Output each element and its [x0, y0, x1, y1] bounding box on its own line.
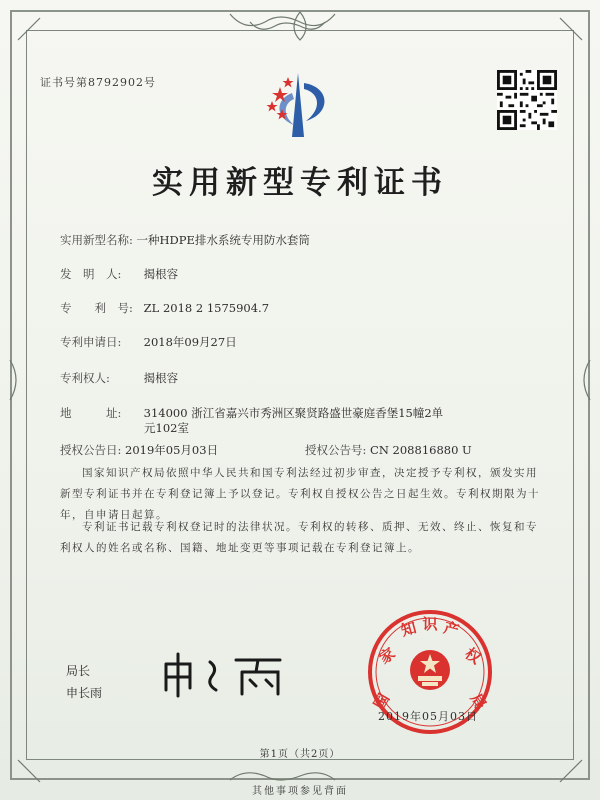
seal-char-3: 知 [399, 618, 419, 640]
field-address [60, 405, 443, 421]
field-label: 授权公告日: [60, 443, 122, 457]
seal-char-4: 识 [422, 615, 438, 633]
field-value: 一种HDPE排水系统专用防水套筒 [136, 233, 310, 247]
field-application-date [60, 334, 237, 350]
field-patent-number [60, 300, 269, 316]
seal-char-2: 家 [375, 644, 399, 668]
certificate-title: 实用新型专利证书 [152, 165, 448, 201]
patent-office-emblem-icon [258, 65, 338, 145]
field-value: 元102室 [144, 421, 189, 435]
director-signature [160, 650, 310, 700]
seal-char-7: 局 [466, 690, 490, 713]
body-paragraph-2: 专利证书记载专利权登记时的法律状况。专利权的转移、质押、无效、终止、恢复和专利权人的姓名或名称、国籍、地址变更等事项记载在专利登记簿上。 [60, 521, 538, 554]
seal-date: 2019年05月03日 [378, 710, 478, 723]
field-value: 2019年05月03日 [125, 443, 219, 457]
field-value: CN 208816880 U [370, 443, 472, 457]
field-value: 揭根容 [143, 371, 179, 385]
field-value: 揭根容 [143, 267, 179, 281]
field-label: 实用新型名称: [60, 233, 133, 247]
field-label: 专利申请日: [60, 335, 122, 349]
field-value: ZL 2018 2 1575904.7 [143, 301, 270, 315]
seal-char-6: 权 [461, 644, 485, 668]
director-name: 申长雨 [66, 686, 103, 700]
field-label: 专利权人: [60, 371, 110, 385]
field-label: 地 址: [60, 406, 122, 420]
page-number: 第1页（共2页） [259, 749, 341, 760]
field-label: 发 明 人: [60, 267, 122, 281]
national-emblem-icon [410, 650, 450, 690]
field-value: 314000 浙江省嘉兴市秀洲区聚贤路盛世豪庭香堡15幢2单 [143, 406, 444, 420]
field-grant-number [305, 442, 472, 458]
seal-char-1: 国 [370, 690, 394, 713]
field-patentee [60, 370, 178, 386]
seal-char-5: 产 [441, 618, 461, 640]
director-title: 局长 [66, 664, 91, 678]
field-inventor [60, 266, 178, 282]
field-label: 专 利 号: [60, 301, 133, 315]
field-address-line2 [144, 420, 189, 436]
body-paragraph-1: 国家知识产权局依照中华人民共和国专利法经过初步审查，决定授予专利权，颁发实用新型专利证书并在专利登记簿上予以登记。专利权自授权公告之日起生效。专利权期限为十年，自申请日起算。 [60, 467, 540, 521]
field-grant-date [60, 442, 218, 458]
field-label: 授权公告号: [305, 443, 367, 457]
certificate-number: 证书号第8792902号 [40, 76, 156, 89]
footer-note: 其他事项参见背面 [252, 786, 348, 797]
field-value: 2018年09月27日 [143, 335, 237, 349]
field-utility-model-name [60, 232, 310, 248]
qr-code-icon [497, 70, 557, 130]
